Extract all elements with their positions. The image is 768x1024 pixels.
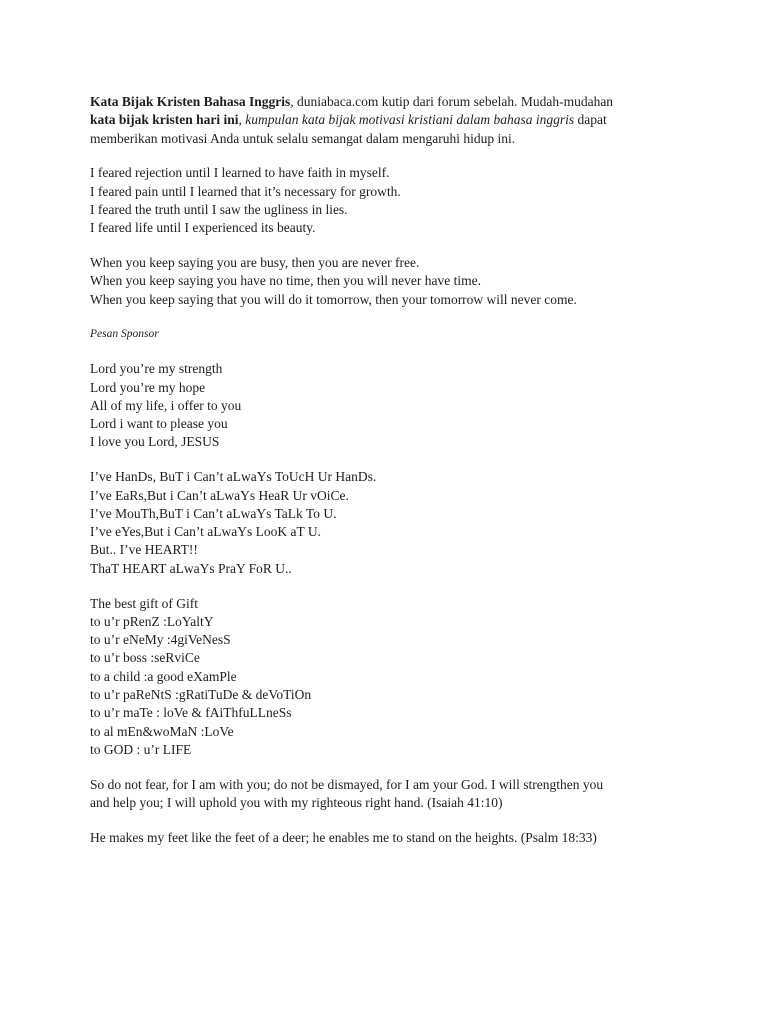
text-line xyxy=(90,487,680,505)
text-run: I’ve MouTh,BuT i Can’t aLwaYs TaLk To U. xyxy=(90,505,337,521)
text-line xyxy=(90,649,680,667)
keep-saying-quote xyxy=(90,254,680,309)
text-line xyxy=(90,613,680,631)
text-line xyxy=(90,379,680,397)
feared-quote xyxy=(90,164,680,237)
text-line xyxy=(90,723,680,741)
text-line xyxy=(90,183,680,201)
text-line xyxy=(90,433,680,451)
text-run: When you keep saying you have no time, then you will never have time. xyxy=(90,273,482,289)
text-line xyxy=(90,93,680,111)
isaiah-verse xyxy=(90,776,680,813)
text-line xyxy=(90,704,680,722)
text-line xyxy=(90,272,680,290)
text-run: , xyxy=(238,112,246,128)
text-line xyxy=(90,595,680,613)
text-line xyxy=(90,201,680,219)
text-run: kata bijak kristen hari ini xyxy=(90,112,239,128)
text-line xyxy=(90,741,680,759)
sponsor-note xyxy=(90,325,680,343)
text-run: All of my life, i offer to you xyxy=(90,397,242,413)
text-line xyxy=(90,686,680,704)
text-run: I’ve EaRs,But i Can’t aLwaYs HeaR Ur vOiCe. xyxy=(90,487,349,503)
text-run: I’ve HanDs, BuT i Can’t aLwaYs ToUcH Ur HanDs. xyxy=(90,469,377,485)
text-line xyxy=(90,794,680,812)
text-line xyxy=(90,523,680,541)
text-run: Pesan Sponsor xyxy=(90,328,159,341)
text-run: , duniabaca.com kutip dari forum sebelah. Mudah-mudahan xyxy=(290,94,614,109)
text-run: I feared life until I experienced its beauty. xyxy=(90,220,316,236)
text-run: But.. I’ve HEART!! xyxy=(90,542,198,558)
text-run: memberikan motivasi Anda untuk selalu semangat dalam mengaruhi hidup ini. xyxy=(90,130,516,146)
text-run: I love you Lord, JESUS xyxy=(90,434,220,450)
lord-song xyxy=(90,360,680,451)
text-run: Lord you’re my hope xyxy=(90,379,206,395)
text-run: to al mEn&woMaN :LoVe xyxy=(90,723,234,739)
text-run: dapat xyxy=(574,112,607,128)
text-run: Lord i want to please you xyxy=(90,416,228,432)
text-run: I feared pain until I learned that it’s necessary for growth. xyxy=(90,183,401,199)
text-line xyxy=(90,631,680,649)
text-run: to u’r eNeMy :4giVeNesS xyxy=(90,632,231,648)
text-line xyxy=(90,776,680,794)
psalm-verse xyxy=(90,829,680,847)
text-line xyxy=(90,254,680,272)
text-run: He makes my feet like the feet of a deer; he enables me to stand on the heights. (Psalm 18:33) xyxy=(90,829,597,845)
text-line xyxy=(90,164,680,182)
text-run: When you keep saying that you will do it tomorrow, then your tomorrow will never come. xyxy=(90,291,577,307)
best-gift-list xyxy=(90,595,680,760)
text-run: I feared rejection until I learned to have faith in myself. xyxy=(90,165,390,181)
text-line xyxy=(90,325,680,343)
intro-paragraph xyxy=(90,93,680,148)
text-run: Kata Bijak Kristen Bahasa Inggris xyxy=(90,94,291,109)
text-run: kumpulan kata bijak motivasi kristiani dalam bahasa inggris xyxy=(245,112,575,128)
text-line xyxy=(90,130,680,148)
text-run: to GOD : u’r LIFE xyxy=(90,741,192,757)
text-line xyxy=(90,291,680,309)
text-run: I feared the truth until I saw the ugliness in lies. xyxy=(90,201,348,217)
text-run: to u’r paReNtS :gRatiTuDe & deVoTiOn xyxy=(90,687,312,703)
text-run: When you keep saying you are busy, then you are never free. xyxy=(90,255,420,271)
text-line xyxy=(90,360,680,378)
text-line xyxy=(90,668,680,686)
text-run: to a child :a good eXamPle xyxy=(90,668,237,684)
text-run: ThaT HEART aLwaYs PraY FoR U.. xyxy=(90,560,292,576)
document-body xyxy=(90,93,680,847)
text-run: to u’r boss :seRviCe xyxy=(90,650,200,666)
text-line xyxy=(90,111,680,129)
text-line xyxy=(90,505,680,523)
text-run: to u’r maTe : loVe & fAiThfuLLneSs xyxy=(90,705,292,721)
text-run: The best gift of Gift xyxy=(90,595,198,611)
text-line xyxy=(90,415,680,433)
text-run: I’ve eYes,But i Can’t aLwaYs LooK aT U. xyxy=(90,524,321,540)
text-run: Lord you’re my strength xyxy=(90,361,223,377)
text-run: So do not fear, for I am with you; do not be dismayed, for I am your God. I will strengthen you xyxy=(90,776,604,792)
heart-quote xyxy=(90,468,680,578)
text-line xyxy=(90,219,680,237)
text-line xyxy=(90,397,680,415)
text-line xyxy=(90,560,680,578)
text-line xyxy=(90,541,680,559)
text-line xyxy=(90,829,680,847)
text-run: to u’r pRenZ :LoYaltY xyxy=(90,613,214,629)
text-line xyxy=(90,468,680,486)
text-run: and help you; I will uphold you with my righteous right hand. (Isaiah 41:10) xyxy=(90,795,503,810)
